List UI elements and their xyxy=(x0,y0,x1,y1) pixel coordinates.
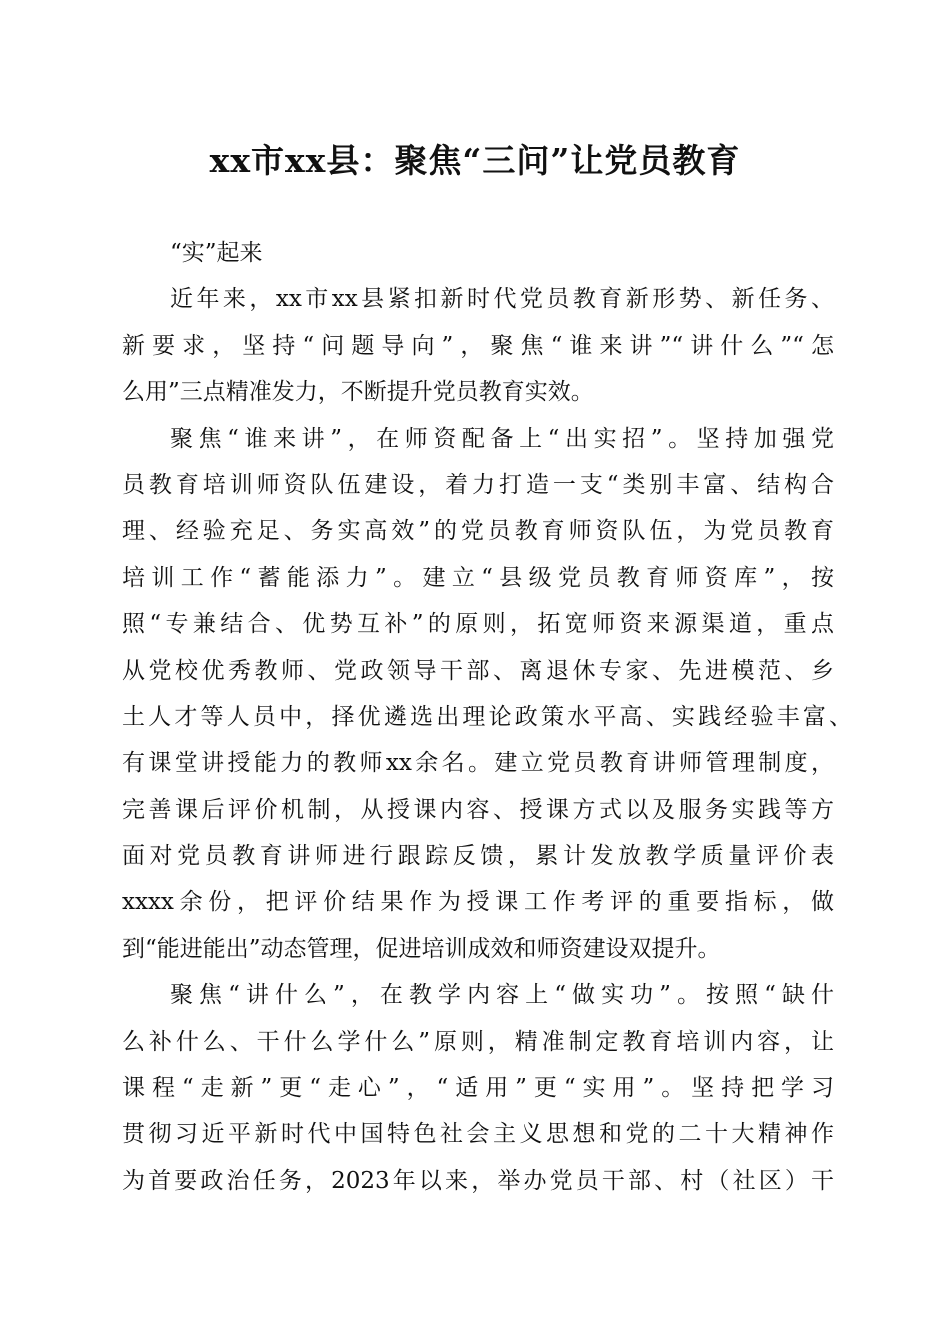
text-line: 理、经验充足、务实高效”的党员教育师资队伍，为党员教育 xyxy=(122,518,834,545)
text-line: 培训工作“蓄能添力”。建立“县级党员教育师资库”，按 xyxy=(122,564,834,591)
text-line: 有课堂讲授能力的教师xx余名。建立党员教育讲师管理制度， xyxy=(122,750,834,777)
document-title: xx市xx县：聚焦“三问”让党员教育 xyxy=(209,141,741,180)
text-line: 聚焦“谁来讲”，在师资配备上“出实招”。坚持加强党 xyxy=(170,425,834,452)
document-body xyxy=(122,230,852,1204)
text-line: 贯彻习近平新时代中国特色社会主义思想和党的二十大精神作 xyxy=(122,1121,834,1148)
text-line: 么补什么、干什么学什么”原则，精准制定教育培训内容，让 xyxy=(122,1028,834,1055)
text-line: 从党校优秀教师、党政领导干部、离退休专家、先进模范、乡 xyxy=(122,657,834,684)
text-line: 照“专兼结合、优势互补”的原则，拓宽师资来源渠道，重点 xyxy=(122,611,834,638)
text-line: 到“能进能出”动态管理，促进培训成效和师资建设双提升。 xyxy=(122,935,721,962)
text-line: 聚焦“讲什么”，在教学内容上“做实功”。按照“缺什 xyxy=(170,982,834,1009)
text-line: 完善课后评价机制，从授课内容、授课方式以及服务实践等方 xyxy=(122,796,834,823)
text-line: 为首要政治任务，2023年以来，举办党员干部、村（社区）干 xyxy=(122,1167,834,1194)
text-line: 近年来，xx市xx县紧扣新时代党员教育新形势、新任务、 xyxy=(170,286,834,313)
text-line: 新要求，坚持“问题导向”，聚焦“谁来讲”“讲什么”“怎 xyxy=(122,332,834,359)
text-line: xxxx余份，把评价结果作为授课工作考评的重要指标，做 xyxy=(122,889,834,916)
text-line: 土人才等人员中，择优遴选出理论政策水平高、实践经验丰富、 xyxy=(122,703,852,730)
text-line: “实”起来 xyxy=(170,240,263,266)
text-line: 课程“走新”更“走心”，“适用”更“实用”。坚持把学习 xyxy=(122,1075,834,1102)
text-line: 面对党员教育讲师进行跟踪反馈，累计发放教学质量评价表 xyxy=(122,843,834,870)
text-line: 员教育培训师资队伍建设，着力打造一支“类别丰富、结构合 xyxy=(122,471,834,498)
text-line: 么用”三点精准发力，不断提升党员教育实效。 xyxy=(122,379,594,406)
